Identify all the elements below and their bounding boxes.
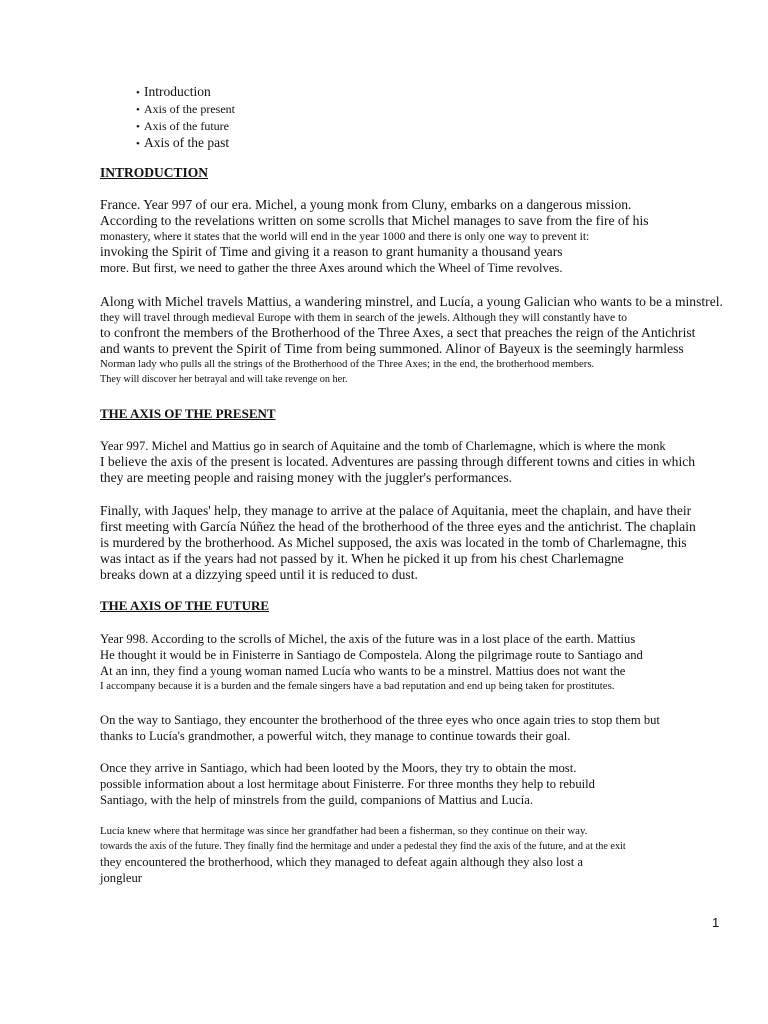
paragraph-introduction-1: France. Year 997 of our era. Michel, a young monk from Cluny, embarks on a dangerous mission. According to the revelations written on some scrolls that Michel manages to save from the fire of his monastery, where it states that the world will end in the year 1000 and there is only one way to prevent it: invoking the Spirit of Time and giving it a reason to grant humanity a thousand years more. But first, we need to gather the three Axes around which the Wheel of Time revolves. [100,197,649,275]
heading-axis-future: THE AXIS OF THE FUTURE [100,598,270,613]
bullet-icon: • [136,138,140,150]
bullet-icon: • [136,104,140,116]
toc-item-past[interactable]: • Axis of the past [136,135,230,150]
paragraph-present-1: Year 997. Michel and Mattius go in search of Aquitaine and the tomb of Charlemagne, which is where the monk I believe the axis of the present is located. Adventures are passing through different towns and cities in which they are meeting people and raising money with the juggler's performances. [100,439,696,485]
toc-item-present[interactable]: • Axis of the present [136,102,235,116]
heading-introduction: INTRODUCTION [100,165,209,180]
paragraph-present-2: Finally, with Jaques' help, they manage to arrive at the palace of Aquitania, meet the chaplain, and have their first meeting with García Núñez the head of the brotherhood of the three eyes and the antichrist. The chaplain is murdered by the brotherhood. As Michel supposed, the axis was located in the tomb of Charlemagne, this was intact as if the years had not passed by it. When he picked it up from his chest Charlemagne breaks down at a dizzying speed until it is reduced to dust. [100,503,696,582]
paragraph-future-3: Once they arrive in Santiago, which had been looted by the Moors, they try to obtain the most. possible information about a lost hermitage about Finisterre. For three months they help to rebuild Santiago, with the help of minstrels from the guild, companions of Mattius and Lucía. [100,761,595,807]
bullet-icon: • [136,121,140,133]
paragraph-future-1: Year 998. According to the scrolls of Michel, the axis of the future was in a lost place of the earth. Mattius He thought it would be in Finisterre in Santiago de Compostela. Along the pilgrimage route to Santiago and At an inn, they find a young woman named Lucía who wants to be a minstrel. Mattius does not want the I accompany because it is a burden and the female singers have a bad reputation and end up being taken for prostitutes. [100,632,643,692]
toc-item-future[interactable]: • Axis of the future [136,119,229,133]
bullet-icon: • [136,87,140,99]
page-number: 1 [712,915,720,930]
table-of-contents [136,84,235,152]
toc-item-introduction[interactable]: • Introduction [136,84,211,99]
paragraph-future-4: Lucía knew where that hermitage was since her grandfather had been a fisherman, so they continue on their way. towards the axis of the future. They finally find the hermitage and under a pedestal they find the axis of the future, and at the exit they encountered the brotherhood, which they managed to defeat again although they also lost a jongleur [100,825,626,885]
paragraph-introduction-2: Along with Michel travels Mattius, a wandering minstrel, and Lucía, a young Galician who wants to be a minstrel. they will travel through medieval Europe with them in search of the jewels. Although they will constantly have to to confront the members of the Brotherhood of the Three Axes, a sect that preaches the reign of the Antichrist and wants to prevent the Spirit of Time from being summoned. Alinor of Bayeux is the seemingly harmless Norman lady who pulls all the strings of the Brotherhood of the Three Axes; in the end, the brotherhood members. They will discover her betrayal and will take revenge on her. [100,294,723,385]
heading-axis-present: THE AXIS OF THE PRESENT [100,406,276,421]
paragraph-future-2: On the way to Santiago, they encounter the brotherhood of the three eyes who once again tries to stop them but thanks to Lucía's grandmother, a powerful witch, they manage to continue towards their goal. [100,713,660,743]
